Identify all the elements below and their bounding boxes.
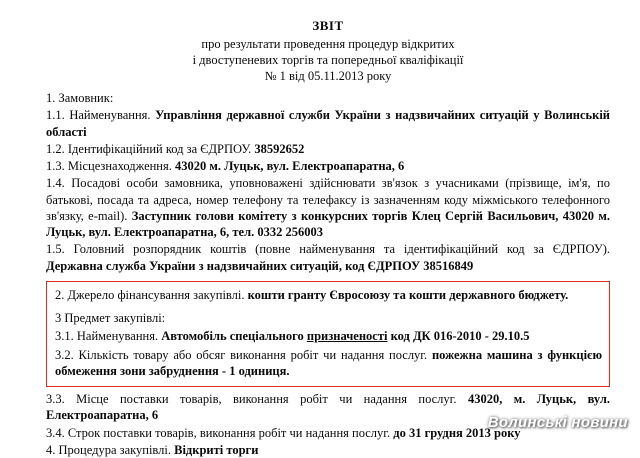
item-2-value: кошти гранту Євросоюзу та кошти державного бюджету. [247,287,569,302]
item-3-3-prefix: 3.3. Місце поставки товарів, виконання робіт чи надання послуг. [46,392,457,406]
watermark: Волинські новини [487,414,628,431]
item-1-5-prefix: 1.5. Головний розпорядник коштів (повне найменування та ідентифікаційний код за ЄДРПОУ). [46,242,610,257]
item-3-3-value: 43020, м. Луцьк, вул. Електроапаратна, 6 [46,392,611,423]
item-3-1-code: код ДК 016-2010 - 29.10.5 [390,329,530,344]
item-3-1-prefix: 3.1. Найменування. [55,329,159,344]
item-3-2-value: пожежна машина з функцією обмеження зони забруднення - 1 одиниця. [55,347,603,378]
document-subtitle-line-2: і двоступеневих торгів та попередньої кваліфікації [192,53,464,67]
document-title: ЗВІТ [312,18,344,33]
item-1-4-value: Заступник голови комітету з конкурсних торгів Клец Сергій Васильович, 43020 м. Луцьк, вул. Електроапаратна, 6, тел. 0332 256003 [46,208,611,239]
item-1-1-prefix: 1.1. Найменування. [46,108,151,123]
item-1-2 [46,141,610,157]
item-4-prefix: 4. Процедура закупівлі. [46,442,171,457]
section-heading-customer: 1. Замовник: [46,91,114,105]
document-subtitle-line-1: про результати проведення процедур відкритих [201,37,455,51]
item-3-4-value: до 31 грудня 2013 року [393,425,521,440]
item-1-4 [46,175,610,240]
item-1-5-value: Державна служба України з надзвичайних ситуацій, код ЄДРПОУ 38516849 [46,258,474,273]
item-1-1 [46,107,610,140]
item-3-2 [55,347,602,380]
item-2-prefix: 2. Джерело фінансування закупівлі. [55,287,245,302]
highlighted-region [46,281,610,387]
item-3-heading: 3 Предмет закупівлі: [55,311,166,325]
item-3-1 [55,328,602,344]
item-1-3 [46,158,610,174]
item-1-1-value: Управління державної служби України з надзвичайних ситуацій у Волинській області [46,108,611,139]
item-3-1-value-underlined: призначеності [306,329,388,344]
item-3-4-prefix: 3.4. Строк поставки товарів, виконання робіт чи надання послуг. [46,425,391,440]
item-4 [46,442,610,458]
item-1-3-prefix: 1.3. Місцезнаходження. [46,159,172,173]
item-1-4-prefix: 1.4. Посадові особи замовника, уповноважені здійснювати зв'язок з учасниками (прізвище, ім'я, по батькові, посада та адреса, номер телефону та телефаксу із зазначенням коду міжміського телефонного зв'язку, e-mail). [46,176,610,223]
item-3-1-value: Автомобіль спеціального [161,329,304,344]
document-number: № 1 від 05.11.2013 року [264,69,392,83]
item-3-2-prefix: 3.2. Кількість товару або обсяг виконання робіт чи надання послуг. [55,347,428,362]
item-1-3-value: 43020 м. Луцьк, вул. Електроапаратна, 6 [175,159,405,173]
item-1-5 [46,241,610,274]
item-4-value: Відкриті торги [174,442,259,457]
item-1-2-prefix: 1.2. Ідентифікаційний код за ЄДРПОУ. [46,141,252,156]
item-1-2-value: 38592652 [254,141,305,156]
item-2 [55,287,602,303]
